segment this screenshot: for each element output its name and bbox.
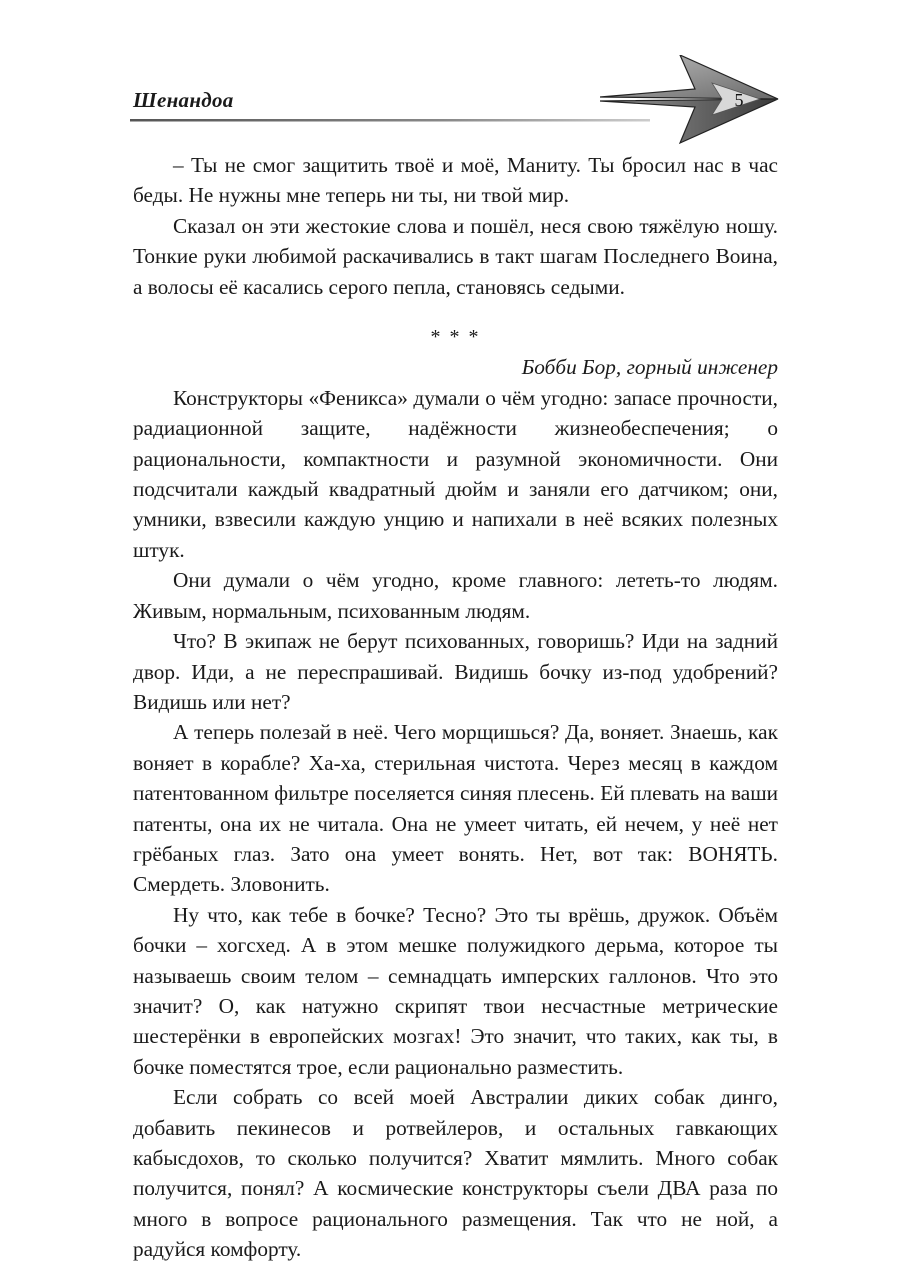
paragraph: А теперь полезай в неё. Чего морщишься? Да, воняет. Знаешь, как воняет в корабле? Ха-ха, стерильная чистота. Через месяц в каждом патентованном фильтре поселяется синяя плесень. Ей плевать на ваши патенты, она их не читала. Она не умеет читать, ей нечем, у неё нет грёбаных глаз. Зато она умеет вонять. Нет, вот так: ВОНЯТЬ. Смердеть. Зловонить.	[133, 720, 778, 897]
paragraph: Они думали о чём угодно, кроме главного: лететь-то людям. Живым, нормальным, психованным людям.	[133, 568, 778, 623]
paragraph: Ну что, как тебе в бочке? Тесно? Это ты врёшь, дружок. Объём бочки – хогсхед. А в этом мешке полужидкого дерьма, которое ты называешь своим телом – семнадцать имперских галлонов. Что это значит? О, как натужно скрипят твои несчастные метрические шестерёнки в европейских мозгах! Это значит, что таких, как ты, в бочке поместятся трое, если рационально разместить.	[133, 902, 778, 1079]
page-body	[133, 150, 778, 1265]
page-header	[0, 0, 900, 150]
epigraph: Бобби Бор, горный инженер	[521, 355, 778, 380]
paragraph: Что? В экипаж не берут психованных, говоришь? Иди на задний двор. Иди, а не переспрашивай. Видишь бочку из-под удобрений? Видишь или нет?	[133, 629, 778, 714]
section-separator: * * *	[430, 326, 481, 349]
header-rule	[130, 118, 650, 124]
paragraph: – Ты не смог защитить твоё и моё, Маниту. Ты бросил нас в час беды. Не нужны мне теперь ни ты, ни твой мир.	[133, 153, 778, 208]
paragraph: Сказал он эти жестокие слова и пошёл, неся свою тяжёлую ношу. Тонкие руки любимой раскачивались в такт шагам Последнего Воина, а волосы её касались серого пепла, становясь седыми.	[133, 213, 778, 299]
page-number: 5	[734, 90, 744, 110]
arrow-icon	[600, 55, 785, 145]
running-title: Шенандоа	[133, 88, 234, 112]
paragraph: Конструкторы «Феникса» думали о чём угодно: запасе прочности, радиационной защите, надёжности жизнеобеспечения; о рациональности, компактности и разумной экономичности. Они подсчитали каждый квадратный дюйм и заняли его датчиком; они, умники, взвесили каждую унцию и напихали в неё всяких полезных штук.	[133, 385, 778, 562]
paragraph: Если собрать со всей моей Австралии диких собак динго, добавить пекинесов и ротвейлеров, и остальных гавкающих кабысдохов, то сколько получится? Хватит мямлить. Много собак получится, понял? А космические конструкторы съели ДВА раза по много в вопросе рационального размещения. Так что не ной, а радуйся комфорту.	[133, 1085, 778, 1262]
